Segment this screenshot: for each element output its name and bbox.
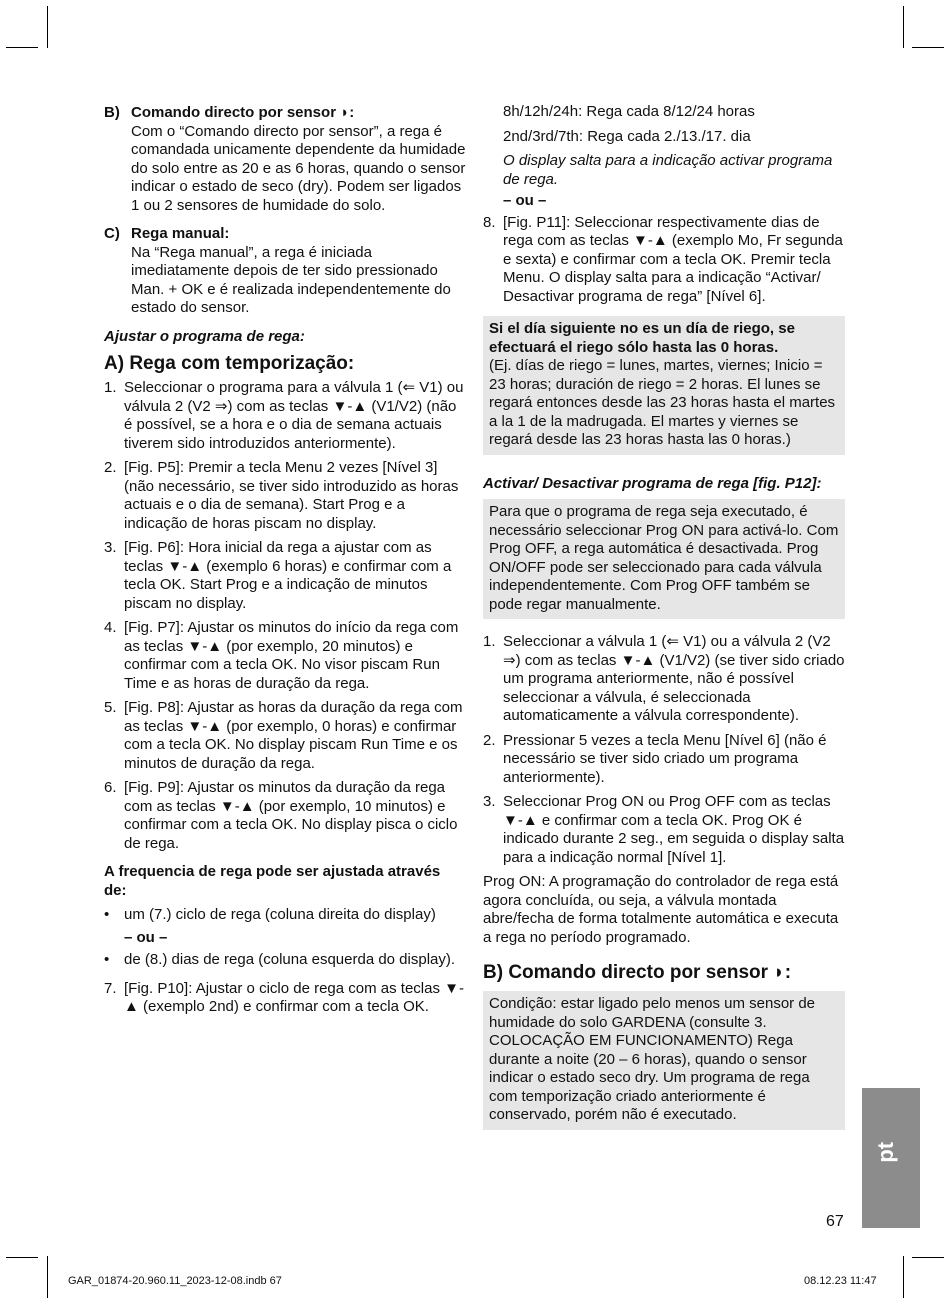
step-text: [Fig. P9]: Ajustar os minutos da duração da rega com as teclas ▼-▲ (por exemplo, 10 minutos) e confirmar com a tecla OK. No display pisca o ciclo de rega.: [124, 779, 458, 852]
step-2: [104, 459, 466, 533]
left-column: [104, 104, 466, 1017]
step-number: 5.: [104, 699, 117, 716]
condition-box: [483, 991, 845, 1130]
right-step-3: [483, 793, 845, 867]
right-column: [483, 103, 845, 1130]
crop-mark: [6, 47, 38, 48]
section-b: [104, 104, 466, 215]
cycle-days-line: 2nd/3rd/7th: Rega cada 2./13./17. dia: [503, 127, 751, 145]
bullet-text: de (8.) dias de rega (coluna esquerda do display).: [124, 951, 456, 968]
step-text: Seleccionar a válvula 1 (⇐ V1) ou a válvula 2 (V2 ⇒) com as teclas ▼-▲ (V1/V2) (se tiver sido criado um programa anteriormente, não é possível seleccionar a válvula, é seleccionada automaticamente a válvula correspondente).: [503, 633, 845, 724]
bullet-text: um (7.) ciclo de rega (coluna direita do display): [124, 906, 436, 923]
condition-text: Condição: estar ligado pelo menos um sensor de humidade do solo GARDENA (consulte 3. COLOCAÇÃO EM FUNCIONAMENTO) Rega durante a noite (20 – 6 horas), quando o sensor indicar o estado seco dry. Um programa de rega com temporização criado anteriormente é conservado, porém não é executado.: [489, 995, 816, 1123]
right-step-2: [483, 732, 845, 788]
step-number: 4.: [104, 619, 117, 636]
step-number: 6.: [104, 779, 117, 796]
spanish-note-box: [483, 316, 845, 455]
cycle-hours-line: 8h/12h/24h: Rega cada 8/12/24 horas: [503, 103, 755, 120]
sensor-icon: ◗: [340, 104, 350, 121]
crop-mark: [912, 1257, 944, 1258]
heading-a-rega-temporizacao: A) Rega com temporização:: [104, 353, 355, 374]
step-number: 2.: [483, 731, 496, 749]
sensor-icon: ◗: [773, 962, 785, 983]
or-separator: – ou –: [124, 928, 168, 946]
frequency-heading: A frequencia de rega pode ser ajustada através de:: [104, 863, 441, 899]
crop-mark: [47, 6, 48, 48]
step-number: 7.: [104, 979, 117, 997]
activate-heading: Activar/ Desactivar programa de rega [fig. P12]:: [483, 474, 822, 492]
step-7: [104, 980, 466, 1017]
step-text: [Fig. P6]: Hora inicial da rega a ajustar com as teclas ▼-▲ (exemplo 6 horas) e confirmar com a tecla OK. Start Prog e a indicação de minutos piscam no display.: [124, 539, 452, 612]
bullet-ciclo: [104, 906, 466, 925]
step-text: Seleccionar o programa para a válvula 1 (⇐ V1) ou válvula 2 (V2 ⇒) com as teclas ▼-▲ (V1/V2) (não é possível, se a hora e o dia de semana actuais tiverem sido introduzidos anteriormente).: [124, 379, 464, 452]
heading-b-sensor: B) Comando directo por sensor ◗:: [483, 962, 792, 983]
page-number: 67: [826, 1213, 844, 1230]
step-text: [Fig. P5]: Premir a tecla Menu 2 vezes [Nível 3] (não necessário, se tiver sido introduzido as horas actuais e o dia de semana). Start Prog e a indicação de horas piscam no display.: [124, 459, 459, 532]
prog-on-off-box: [483, 499, 845, 619]
prog-on-off-text: Para que o programa de rega seja executado, é necessário seleccionar Prog ON para activá-lo. Com Prog OFF, a rega automática é desactivada. Prog ON/OFF pode ser seleccionado para cada válvula independentemente. Com Prog OFF também se pode regar manualmente.: [489, 503, 839, 613]
prog-on-summary: Prog ON: A programação do controlador de rega está agora concluída, ou seja, a válvula montada abre/fecha de forma totalmente automática e executa a rega no período programado.: [483, 873, 839, 946]
section-b-text: Com o “Comando directo por sensor”, a rega é comandada unicamente dependente da humidade do solo entre as 20 e as 6 horas, quando o sensor indicar o estado de seco (dry). Podem ser ligados 1 ou 2 sensores de humidade do solo.: [131, 122, 466, 214]
or-separator: – ou –: [503, 192, 547, 209]
step-text: [Fig. P11]: Seleccionar respectivamente dias de rega com as teclas ▼-▲ (exemplo Mo, Fr segunda e sexta) e confirmar com a tecla OK. Premir tecla Menu. O display salta para a indicação “Activar/ Desactivar programa de rega” [Nível 6].: [503, 213, 843, 305]
section-c-title: Rega manual:: [131, 225, 230, 242]
step-number: 1.: [483, 633, 496, 650]
step-1: [104, 379, 466, 453]
crop-mark: [903, 6, 904, 48]
step-3: [104, 539, 466, 613]
language-tab: [862, 1088, 920, 1228]
step-text: [Fig. P8]: Ajustar as horas da duração da rega com as teclas ▼-▲ (por exemplo, 0 horas) e confirmar com a tecla OK. No display piscam Run Time e os minutos de duração da rega.: [124, 699, 463, 772]
step-4: [104, 619, 466, 693]
crop-mark: [47, 1256, 48, 1298]
step-6: [104, 779, 466, 853]
display-jump-note: O display salta para a indicação activar programa de rega.: [503, 152, 833, 188]
step-text: [Fig. P7]: Ajustar os minutos do início da rega com as teclas ▼-▲ (por exemplo, 20 minutos) e confirmar com a tecla OK. No visor piscam Run Time e as horas de duração da rega.: [124, 619, 459, 692]
step-text: Seleccionar Prog ON ou Prog OFF com as teclas ▼-▲ e confirmar com a tecla OK. Prog OK é indicado durante 2 seg., em seguida o display salta para a indicação normal [Nível 1].: [503, 793, 845, 866]
section-b-title: Comando directo por sensor ◗:: [131, 104, 355, 121]
bullet-dias: [104, 951, 466, 970]
step-number: 2.: [104, 459, 117, 476]
footer-file-info: GAR_01874-20.960.11_2023-12-08.indb 67: [68, 1275, 282, 1287]
footer-date-time: 08.12.23 11:47: [804, 1275, 877, 1287]
crop-mark: [912, 47, 944, 48]
bullet-icon: •: [104, 906, 110, 923]
crop-mark: [903, 1256, 904, 1298]
crop-mark: [6, 1257, 38, 1258]
step-number: 1.: [104, 379, 117, 396]
bullet-icon: •: [104, 951, 110, 968]
step-8: [483, 214, 845, 307]
step-number: 8.: [483, 213, 496, 231]
language-tab-label: pt: [873, 1141, 899, 1163]
step-5: [104, 699, 466, 773]
step-number: 3.: [483, 793, 496, 810]
step-text: [Fig. P10]: Ajustar o ciclo de rega com as teclas ▼-▲ (exemplo 2nd) e confirmar com a tecla OK.: [124, 979, 464, 1015]
section-b-label: B): [104, 104, 120, 121]
section-c: [104, 225, 466, 318]
section-c-label: C): [104, 225, 120, 242]
section-c-text: Na “Rega manual”, a rega é iniciada imediatamente depois de ter sido pressionado Man. + OK e é realizada independentemente do estado do sensor.: [131, 243, 451, 316]
spanish-note-title: Si el día siguiente no es un día de riego, se efectuará el riego sólo hasta las 0 horas.: [489, 320, 795, 356]
right-step-1: [483, 633, 845, 726]
ajustar-heading: Ajustar o programa de rega:: [104, 327, 305, 345]
step-text: Pressionar 5 vezes a tecla Menu [Nível 6] (não é necessário se tiver sido criado um programa anteriormente).: [503, 731, 827, 786]
step-number: 3.: [104, 539, 117, 556]
spanish-note-text: (Ej. días de riego = lunes, martes, viernes; Inicio = 23 horas; duración de riego = 2 horas. El lunes se regará entonces desde las 23 horas hasta el martes a la 1 de la madrugada. El martes y viernes se regará desde las 23 horas hasta las 0 horas.): [489, 357, 836, 448]
